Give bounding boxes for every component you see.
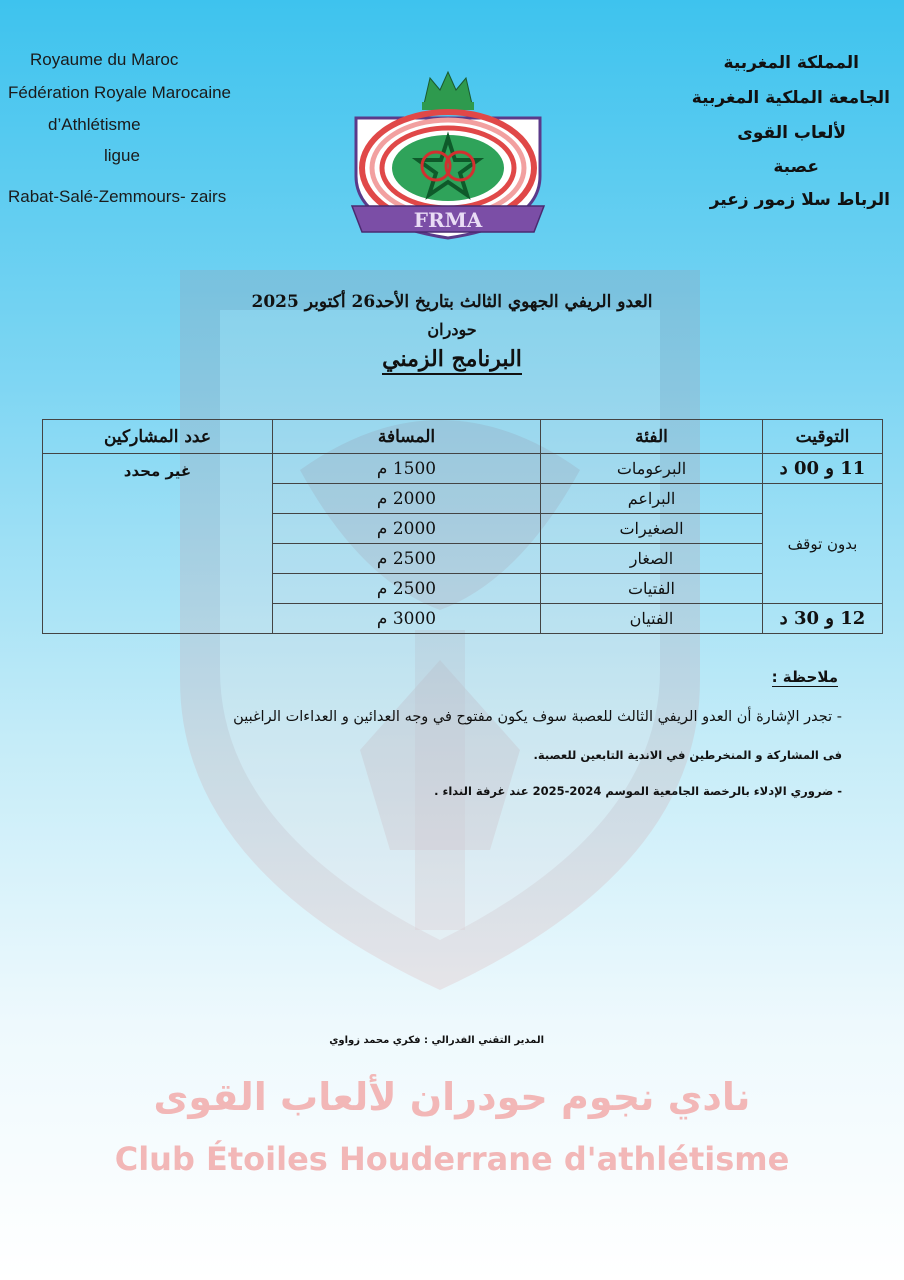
distance-cell: 3000 م xyxy=(273,604,541,634)
header-distance: المسافة xyxy=(273,420,541,454)
distance-cell: 2000 م xyxy=(273,484,541,514)
header-participants: عدد المشاركين xyxy=(43,420,273,454)
time-continuous: بدون توقف xyxy=(763,484,883,604)
category-cell: البراعم xyxy=(541,484,763,514)
header-fr-line5: Rabat-Salé-Zemmours- zairs xyxy=(8,187,227,206)
schedule-table xyxy=(42,419,883,634)
distance-cell: 2500 م xyxy=(273,544,541,574)
header-ar-line1: المملكة المغربية xyxy=(723,53,859,73)
header-ar-line3: لألعاب القوى xyxy=(737,123,846,143)
table-row xyxy=(43,454,883,484)
time-start: 11 و 00 د xyxy=(763,454,883,484)
category-cell: الصغيرات xyxy=(541,514,763,544)
notes-heading: ملاحظة : xyxy=(771,668,838,686)
category-cell: البرعومات xyxy=(541,454,763,484)
participants-cell: غير محدد xyxy=(43,454,273,634)
header-fr-line1: Royaume du Maroc xyxy=(30,50,179,69)
event-title: العدو الريفي الجهوي الثالث بتاريخ الأحد26 أكتوبر 2025 xyxy=(251,292,653,312)
event-location: حودران xyxy=(427,320,477,339)
distance-cell: 2500 م xyxy=(273,574,541,604)
header-fr-line2: Fédération Royale Marocaine xyxy=(8,83,232,102)
header-fr-line3: d’Athlétisme xyxy=(48,115,141,134)
header-time: التوقيت xyxy=(763,420,883,454)
header-category: الفئة xyxy=(541,420,763,454)
header-ar-line4: عصبة xyxy=(773,157,819,177)
distance-cell: 1500 م xyxy=(273,454,541,484)
signature: المدير التقني الفدرالي : فكري محمد زواوي xyxy=(329,1035,544,1046)
header-fr-line4: ligue xyxy=(104,146,140,165)
header-ar-line5: الرباط سلا زمور زعير xyxy=(709,190,890,210)
club-name-french: Club Étoiles Houderrane d'athlétisme xyxy=(114,1140,790,1178)
logo-text: FRMA xyxy=(413,208,483,232)
time-end: 12 و 30 د xyxy=(763,604,883,634)
club-name-arabic: نادي نجوم حودران لألعاب القوى xyxy=(153,1075,751,1119)
distance-cell: 2000 م xyxy=(273,514,541,544)
category-cell: الفتيات xyxy=(541,574,763,604)
note-line2: فى المشاركة و المنخرطين في الاندية التابعين للعصبة. xyxy=(533,748,842,762)
note-line3: - ضروري الإدلاء بالرخصة الجامعية الموسم 2024-2025 عند غرفة النداء . xyxy=(434,784,842,798)
header-ar-line2: الجامعة الملكية المغربية xyxy=(691,88,890,108)
schedule-heading: البرنامج الزمني xyxy=(382,346,522,375)
table-header-row xyxy=(43,420,883,454)
category-cell: الصغار xyxy=(541,544,763,574)
category-cell: الفتيان xyxy=(541,604,763,634)
frma-emblem-icon xyxy=(342,66,554,246)
note-line1: - تجدر الإشارة أن العدو الريفي الثالث للعصبة سوف يكون مفتوح في وجه العدائين و العداءات الراغبين xyxy=(233,709,842,725)
